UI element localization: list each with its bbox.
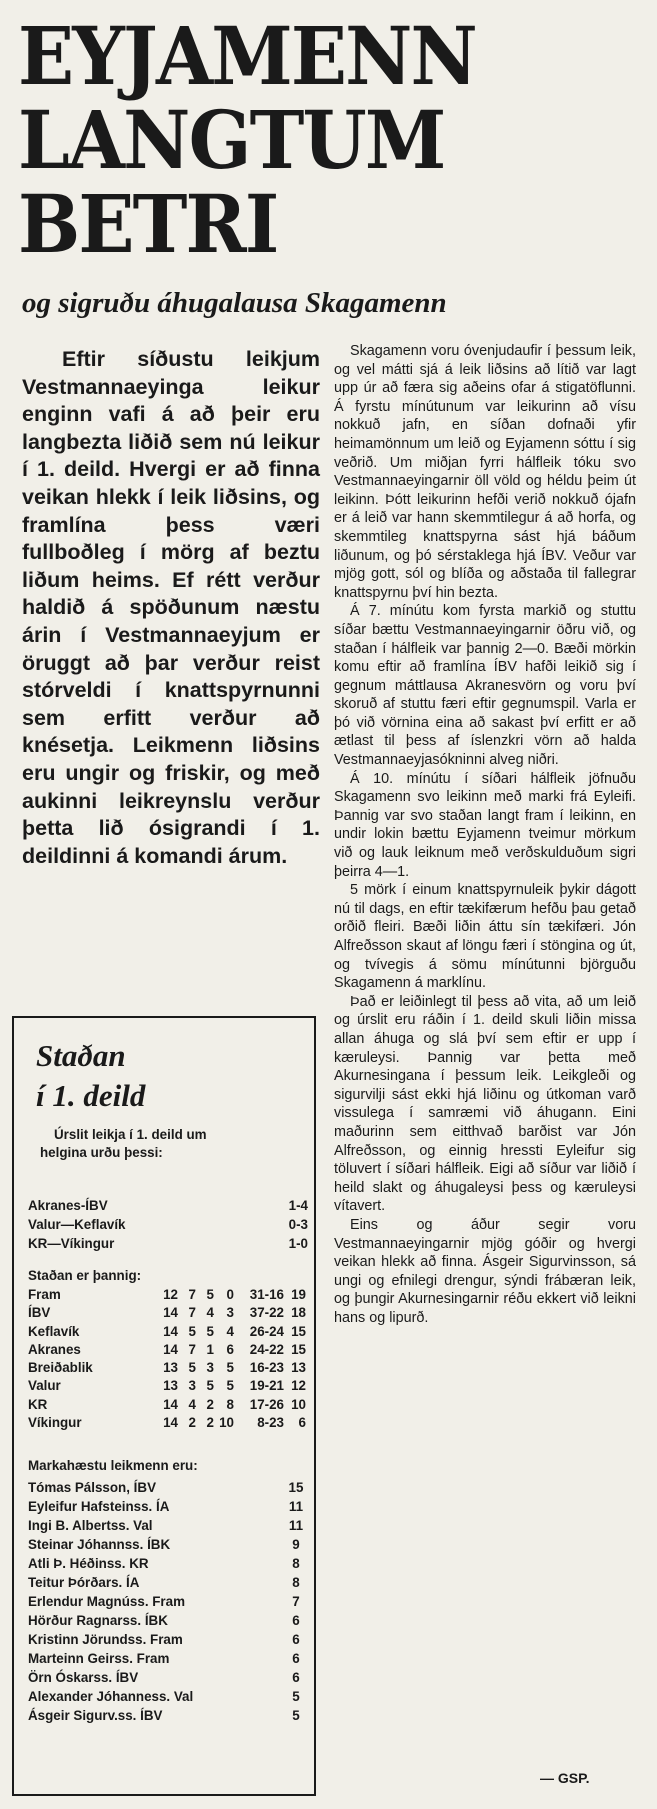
scorer-goals: 15 <box>288 1480 304 1495</box>
standings-pts: 6 <box>298 1415 306 1431</box>
result-score: 1-0 <box>288 1236 308 1251</box>
standings-row <box>28 1286 310 1304</box>
body-paragraph: Á 7. mínútu kom fyrsta markið og stuttu síðar bættu Vestmannaeyingarnir öðru við, og staðan í hálfleik var þannig 2—0. Bæði mörkin komu eftir að framlína ÍBV hafði leikið sig í gegnum máttlausa Akranesvörn og voru því skoruð af stuttu færi eftir gegnumspil. Varla er þó við vörnina eina að sakast því erfitt er að ætlast til þess af íslenzkri vörn að halda Vestmannaeyjasókninni alveg niðri. <box>334 603 636 769</box>
scorer-row <box>28 1630 308 1649</box>
scorer-row <box>28 1497 308 1516</box>
scorer-row <box>28 1706 308 1725</box>
standings-pts: 12 <box>291 1378 306 1394</box>
standings-team: KR <box>28 1396 48 1412</box>
standings-d: 5 <box>206 1378 214 1394</box>
headline-line: EYJAMENN <box>18 9 476 103</box>
standings-row <box>28 1323 310 1341</box>
standings-pts: 10 <box>291 1396 306 1412</box>
scorer-goals: 11 <box>288 1518 304 1533</box>
scorer-name: Teitur Þórðars. ÍA <box>28 1575 140 1590</box>
scorer-name: Eyleifur Hafsteinss. ÍA <box>28 1499 170 1514</box>
standings-w: 5 <box>188 1360 196 1376</box>
body-paragraph: Skagamenn voru óvenjudaufir í þessum leik, og vel mátti sjá á leik liðsins að lítið var lagt upp úr að færa sig aðeins ofar á stigatöflunni. Á fyrstu mínútunum var leikurinn að vísu nokkuð jafn, en síðan dofnaði yfir heimamönnum um leið og Eyjamenn sóttu í sig veðrið. Um miðjan fyrri hálfleik tóku svo Vestmannaeyingarnir öll völd og héldu þeim út leikinn. Þótt leikurinn hefði verið nokkuð ójafn er á leið var hann skemmtilegur á að horfa, og skemmtileg knattspyrna sást hjá báðum liðunum, og þó sérstaklega hjá ÍBV. Veður var mjög gott, sól og blíða og aðstaða til fallegrar knattspyrnu því hin bezta. <box>334 343 636 601</box>
standings-goals: 24-22 <box>249 1341 284 1357</box>
result-score: 0-3 <box>288 1217 308 1232</box>
standings-l: 4 <box>226 1323 234 1339</box>
headline <box>18 9 598 271</box>
body-paragraph: 5 mörk í einum knattspyrnuleik þykir dágott nú til dags, en eftir tækifærum hefðu þau getað orðið fleiri. Bæði liðin áttu sín tækifæri. Jón Alfreðsson skaut af löngu færi í stöngina og út, og tvívegis á sömu mínútunni björguðu Skagamenn á marklínu. <box>334 882 636 992</box>
standings-pts: 15 <box>291 1323 306 1339</box>
standings-p: 14 <box>163 1341 178 1357</box>
scorer-row <box>28 1516 308 1535</box>
standings-team: Fram <box>28 1287 61 1302</box>
standings-w: 7 <box>188 1305 196 1321</box>
standings-row <box>28 1359 310 1377</box>
scorer-row <box>28 1611 308 1630</box>
standings-header: Staðan er þannig: <box>28 1268 142 1283</box>
scorer-row <box>28 1668 308 1687</box>
standings-w: 3 <box>188 1378 196 1394</box>
standings-goals: 17-26 <box>249 1396 284 1412</box>
headline-line: LANGTUM <box>18 93 445 187</box>
standings-goals: 16-23 <box>249 1360 284 1376</box>
standings-team: Breiðablik <box>28 1360 93 1376</box>
standings-pts: 15 <box>291 1341 306 1357</box>
scorers-header: Markahæstu leikmenn eru: <box>28 1458 198 1473</box>
standings-d: 5 <box>206 1323 214 1339</box>
standings-p: 13 <box>163 1378 178 1394</box>
body-paragraph: Á 10. mínútu í síðari hálfleik jöfnuðu Skagamenn svo leikinn með marki frá Eyleifi. Þannig var svo staðan langt fram í leikinn, en undir lokin bættu Eyjamenn tveimur mörkum við og lauk leiknum með verðskulduðum sigri þeirra 4—1. <box>334 770 636 880</box>
results-list <box>28 1196 308 1253</box>
scorer-name: Erlendur Magnúss. Fram <box>28 1594 185 1609</box>
standings-l: 0 <box>226 1287 234 1302</box>
scorer-name: Steinar Jóhannss. ÍBK <box>28 1537 171 1552</box>
scorer-name: Ásgeir Sigurv.ss. ÍBV <box>28 1708 163 1723</box>
standings-team: Valur <box>28 1378 61 1394</box>
standings-l: 5 <box>226 1378 234 1394</box>
standings-row <box>28 1377 310 1395</box>
standings-d: 4 <box>206 1305 214 1321</box>
scorer-row <box>28 1592 308 1611</box>
scorer-name: Tómas Pálsson, ÍBV <box>28 1480 156 1495</box>
standings-d: 2 <box>206 1415 214 1431</box>
author-signature: — GSP. <box>540 1770 590 1786</box>
standings-w: 5 <box>188 1323 196 1339</box>
standings-d: 5 <box>206 1287 214 1302</box>
standings-d: 3 <box>206 1360 214 1376</box>
scorer-goals: 6 <box>292 1613 300 1628</box>
box-title <box>36 1036 145 1116</box>
standings-goals: 26-24 <box>249 1323 284 1339</box>
subheadline: og sigruðu áhugalausa Skagamenn <box>22 287 447 319</box>
body-paragraph: Það er leiðinlegt til þess að vita, að um leið og úrslit eru ráðin í 1. deild skuli liðin missa allan áhuga og slá því sem eftir er upp í kæruleysi. Þannig var þetta með Akurnesingana í þessum leik. Leikgleði og sigurvilji sást ekki hjá liðinu og útkoman varð vissulega í samræmi við áhugann. Eini maðurinn sem eitthvað barðist var Jón Alfreðsson, og einnig hressti Eyleifur sig töluvert í síðari hálfleik. Eigi að síður var liðið í heild slakt og áhugaleysi þess og kæruleysi vítavert. <box>334 993 636 1215</box>
result-row <box>28 1215 308 1234</box>
standings-team: ÍBV <box>28 1305 51 1321</box>
scorer-row <box>28 1687 308 1706</box>
scorer-name: Kristinn Jörundss. Fram <box>28 1632 183 1647</box>
scorer-goals: 5 <box>292 1689 300 1704</box>
standings-w: 7 <box>188 1287 196 1302</box>
standings-p: 14 <box>163 1305 178 1321</box>
scorer-goals: 11 <box>288 1499 304 1514</box>
standings-p: 14 <box>163 1396 178 1412</box>
box-title-line: í 1. deild <box>36 1078 146 1113</box>
standings-l: 3 <box>226 1305 234 1321</box>
standings-w: 4 <box>188 1396 196 1412</box>
standings-box <box>12 1016 316 1796</box>
results-intro-line: Úrslit leikja í 1. deild um <box>54 1127 207 1142</box>
standings-goals: 19-21 <box>249 1378 284 1394</box>
standings-w: 2 <box>188 1415 196 1431</box>
scorer-row <box>28 1478 308 1497</box>
standings-l: 5 <box>226 1360 234 1376</box>
standings-d: 1 <box>206 1341 214 1357</box>
result-match: Valur—Keflavík <box>28 1217 126 1232</box>
standings-pts: 13 <box>291 1360 306 1376</box>
scorer-goals: 5 <box>292 1708 300 1723</box>
standings-goals: 31-16 <box>249 1287 284 1302</box>
result-row <box>28 1234 308 1253</box>
scorer-goals: 6 <box>292 1670 300 1685</box>
scorer-row <box>28 1554 308 1573</box>
scorer-goals: 8 <box>292 1575 300 1590</box>
standings-row <box>28 1414 310 1432</box>
body-paragraph: Eins og áður segir voru Vestmannaeyingarnir mjög góðir og hvergi veikan hlekk að finna. Ásgeir Sigurvinsson, sá ungi og efnilegi drengur, sýndi frábæran leik, og þungir Akurnesingarnir réðu ekkert við leikni hans og lipurð. <box>334 1216 636 1326</box>
article-body <box>334 342 636 1327</box>
lead-paragraph: Eftir síðustu leikjum Vestmannaeyinga leikur enginn vafi á að þeir eru langbezta liðið sem nú leikur í 1. deild. Hvergi er að finna veikan hlekk í leik liðsins, og framlína þess væri fullboðleg í mörg af beztu liðum heims. Ef rétt verður haldið á spöðunum næstu árin í Vestmannaeyjum er öruggt að þar verður reist stórveldi í knattspyrnunni sem erfitt verður að knésetja. Leikmenn liðsins eru ungir og friskir, og með aukinni leikreynslu verður þetta lið ósigrandi í 1. deildinni á komandi árum. <box>22 347 320 868</box>
standings-d: 2 <box>206 1396 214 1412</box>
scorer-row <box>28 1649 308 1668</box>
result-match: KR—Víkingur <box>28 1236 115 1251</box>
standings-w: 7 <box>188 1341 196 1357</box>
scorers-list <box>28 1478 308 1725</box>
standings-p: 13 <box>163 1360 178 1376</box>
scorer-goals: 9 <box>292 1537 300 1552</box>
scorer-row <box>28 1535 308 1554</box>
results-intro <box>40 1126 304 1162</box>
standings-l: 6 <box>226 1341 234 1357</box>
standings-pts: 19 <box>291 1287 306 1302</box>
standings-team: Keflavík <box>28 1323 80 1339</box>
standings-row <box>28 1396 310 1414</box>
scorer-goals: 6 <box>292 1632 300 1647</box>
standings-pts: 18 <box>291 1305 306 1321</box>
standings-row <box>28 1304 310 1322</box>
results-intro-line: helgina urðu þessi: <box>40 1145 163 1160</box>
standings-table <box>28 1286 310 1432</box>
scorer-goals: 6 <box>292 1651 300 1666</box>
standings-goals: 37-22 <box>249 1305 284 1321</box>
box-title-line: Staðan <box>36 1038 126 1073</box>
result-match: Akranes-ÍBV <box>28 1198 108 1213</box>
standings-team: Víkingur <box>28 1415 82 1431</box>
standings-l: 10 <box>219 1415 234 1431</box>
scorer-row <box>28 1573 308 1592</box>
scorer-name: Ingi B. Albertss. Val <box>28 1518 153 1533</box>
standings-p: 14 <box>163 1415 178 1431</box>
scorer-name: Örn Óskarss. ÍBV <box>28 1670 139 1685</box>
scorer-goals: 8 <box>292 1556 300 1571</box>
scorer-name: Alexander Jóhanness. Val <box>28 1689 194 1704</box>
result-row <box>28 1196 308 1215</box>
scorer-goals: 7 <box>292 1594 300 1609</box>
standings-l: 8 <box>226 1396 234 1412</box>
standings-row <box>28 1341 310 1359</box>
standings-p: 14 <box>163 1323 178 1339</box>
scorer-name: Marteinn Geirss. Fram <box>28 1651 170 1666</box>
headline-line: BETRI <box>18 177 278 271</box>
scorer-name: Hörður Ragnarss. ÍBK <box>28 1613 168 1628</box>
standings-goals: 8-23 <box>257 1415 284 1431</box>
result-score: 1-4 <box>288 1198 308 1213</box>
scorer-name: Atli Þ. Héðinss. KR <box>28 1556 149 1571</box>
standings-p: 12 <box>163 1287 178 1302</box>
standings-team: Akranes <box>28 1341 81 1357</box>
